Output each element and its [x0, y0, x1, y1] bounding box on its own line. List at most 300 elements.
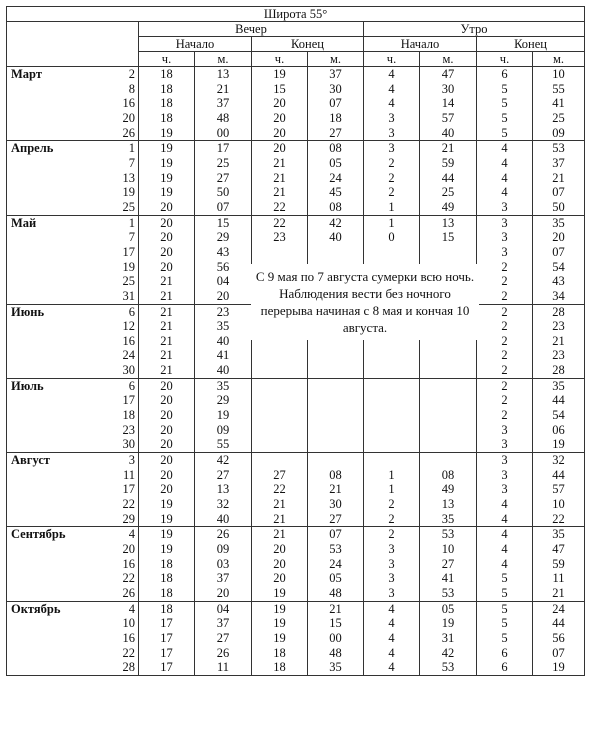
month-cell-empty	[7, 542, 79, 557]
value-cell: 13	[195, 482, 252, 497]
value-cell: 19	[420, 616, 477, 631]
month-cell-empty	[7, 319, 79, 334]
value-cell: 3	[477, 468, 533, 483]
value-cell: 35	[195, 319, 252, 334]
value-cell	[420, 393, 477, 408]
month-cell-empty	[7, 482, 79, 497]
value-cell: 00	[308, 631, 364, 646]
value-cell: 44	[533, 468, 585, 483]
value-cell: 35	[533, 527, 585, 542]
value-cell: 28	[533, 304, 585, 319]
value-cell: 53	[420, 660, 477, 675]
value-cell: 19	[252, 601, 308, 616]
value-cell: 4	[364, 601, 420, 616]
day-cell: 26	[79, 126, 139, 141]
value-cell: 19	[252, 631, 308, 646]
value-cell: 48	[308, 646, 364, 661]
value-cell	[308, 363, 364, 378]
value-cell: 20	[195, 289, 252, 304]
value-cell: 4	[477, 185, 533, 200]
value-cell: 55	[195, 437, 252, 452]
month-name: Октябрь	[7, 601, 79, 616]
value-cell: 1	[364, 468, 420, 483]
value-cell: 4	[477, 527, 533, 542]
day-cell: 28	[79, 660, 139, 675]
month-cell-empty	[7, 571, 79, 586]
value-cell: 2	[364, 497, 420, 512]
value-cell: 49	[420, 200, 477, 215]
value-cell	[252, 348, 308, 363]
value-cell	[420, 378, 477, 393]
value-cell: 18	[139, 67, 195, 82]
table-row	[7, 408, 585, 423]
value-cell: 32	[195, 497, 252, 512]
value-cell: 3	[477, 200, 533, 215]
value-cell: 2	[477, 289, 533, 304]
day-cell: 29	[79, 512, 139, 527]
month-name: Июнь	[7, 304, 79, 319]
value-cell: 17	[139, 631, 195, 646]
value-cell: 5	[477, 601, 533, 616]
table-row	[7, 245, 585, 260]
header-morning: Утро	[364, 22, 585, 37]
value-cell: 2	[477, 408, 533, 423]
value-cell: 48	[308, 586, 364, 601]
value-cell: 19	[139, 156, 195, 171]
value-cell: 29	[195, 230, 252, 245]
value-cell: 10	[420, 542, 477, 557]
value-cell	[252, 437, 308, 452]
value-cell: 54	[533, 260, 585, 275]
value-cell: 5	[477, 631, 533, 646]
value-cell: 21	[139, 363, 195, 378]
unit-hours: ч.	[364, 52, 420, 67]
value-cell	[420, 363, 477, 378]
day-cell: 17	[79, 482, 139, 497]
value-cell: 41	[533, 96, 585, 111]
value-cell: 43	[195, 245, 252, 260]
value-cell: 18	[308, 111, 364, 126]
month-cell-empty	[7, 393, 79, 408]
value-cell: 21	[139, 319, 195, 334]
value-cell: 11	[195, 660, 252, 675]
day-cell: 7	[79, 230, 139, 245]
value-cell: 2	[364, 527, 420, 542]
value-cell: 2	[477, 274, 533, 289]
value-cell: 21	[252, 171, 308, 186]
value-cell: 22	[533, 512, 585, 527]
month-name: Март	[7, 67, 79, 82]
value-cell: 09	[195, 423, 252, 438]
day-cell: 23	[79, 423, 139, 438]
value-cell: 22	[252, 482, 308, 497]
value-cell: 30	[308, 82, 364, 97]
value-cell: 18	[139, 557, 195, 572]
day-cell: 16	[79, 334, 139, 349]
value-cell	[364, 245, 420, 260]
value-cell: 57	[420, 111, 477, 126]
value-cell: 32	[533, 453, 585, 468]
day-cell: 22	[79, 497, 139, 512]
table-row	[7, 482, 585, 497]
value-cell	[364, 423, 420, 438]
value-cell: 21	[308, 601, 364, 616]
value-cell: 47	[420, 67, 477, 82]
value-cell	[252, 423, 308, 438]
table-row	[7, 141, 585, 156]
value-cell: 19	[139, 185, 195, 200]
white-nights-note: С 9 мая по 7 августа сумерки всю ночь. Наблюдения вести без ночного перерыва начиная с 8 мая и кончая 10 августа.	[251, 264, 479, 340]
month-cell-empty	[7, 96, 79, 111]
value-cell: 3	[364, 111, 420, 126]
value-cell: 3	[477, 423, 533, 438]
value-cell: 0	[364, 230, 420, 245]
value-cell: 19	[139, 141, 195, 156]
value-cell: 5	[477, 571, 533, 586]
value-cell	[308, 378, 364, 393]
value-cell: 54	[533, 408, 585, 423]
day-cell: 2	[79, 67, 139, 82]
value-cell: 20	[252, 111, 308, 126]
month-cell-empty	[7, 616, 79, 631]
value-cell: 07	[308, 527, 364, 542]
value-cell: 59	[533, 557, 585, 572]
value-cell: 57	[533, 482, 585, 497]
value-cell: 27	[308, 126, 364, 141]
value-cell: 25	[420, 185, 477, 200]
value-cell: 20	[139, 437, 195, 452]
value-cell: 20	[195, 586, 252, 601]
value-cell: 4	[364, 616, 420, 631]
value-cell: 09	[195, 542, 252, 557]
value-cell: 05	[308, 571, 364, 586]
value-cell: 19	[139, 512, 195, 527]
day-cell: 13	[79, 171, 139, 186]
value-cell	[308, 437, 364, 452]
value-cell	[364, 393, 420, 408]
value-cell: 4	[477, 497, 533, 512]
table-row	[7, 363, 585, 378]
day-cell: 25	[79, 200, 139, 215]
value-cell: 18	[139, 601, 195, 616]
value-cell: 56	[533, 631, 585, 646]
value-cell: 15	[252, 82, 308, 97]
table-row	[7, 453, 585, 468]
value-cell: 42	[420, 646, 477, 661]
value-cell: 37	[195, 96, 252, 111]
value-cell: 2	[477, 348, 533, 363]
value-cell	[364, 348, 420, 363]
value-cell: 28	[533, 363, 585, 378]
value-cell: 20	[139, 378, 195, 393]
day-cell: 19	[79, 185, 139, 200]
value-cell: 14	[420, 96, 477, 111]
value-cell	[308, 348, 364, 363]
value-cell: 07	[308, 96, 364, 111]
table-row	[7, 171, 585, 186]
value-cell: 25	[195, 156, 252, 171]
value-cell: 21	[308, 482, 364, 497]
value-cell: 21	[420, 141, 477, 156]
value-cell: 20	[533, 230, 585, 245]
value-cell: 21	[139, 348, 195, 363]
day-cell: 17	[79, 393, 139, 408]
value-cell: 08	[308, 141, 364, 156]
value-cell: 21	[139, 289, 195, 304]
value-cell: 1	[364, 215, 420, 230]
value-cell	[420, 437, 477, 452]
table-row	[7, 215, 585, 230]
value-cell: 56	[195, 260, 252, 275]
value-cell: 4	[364, 82, 420, 97]
value-cell	[420, 348, 477, 363]
value-cell: 27	[195, 468, 252, 483]
table-row	[7, 378, 585, 393]
month-cell-empty	[7, 185, 79, 200]
value-cell: 20	[252, 96, 308, 111]
month-cell-empty	[7, 586, 79, 601]
month-cell-empty	[7, 631, 79, 646]
twilight-table	[6, 6, 585, 676]
table-row	[7, 571, 585, 586]
value-cell: 50	[533, 200, 585, 215]
table-row	[7, 616, 585, 631]
value-cell	[364, 408, 420, 423]
value-cell: 34	[533, 289, 585, 304]
value-cell: 17	[139, 646, 195, 661]
value-cell	[252, 393, 308, 408]
day-cell: 19	[79, 260, 139, 275]
day-cell: 18	[79, 408, 139, 423]
table-row	[7, 497, 585, 512]
value-cell: 08	[420, 468, 477, 483]
value-cell: 24	[533, 601, 585, 616]
value-cell: 2	[477, 393, 533, 408]
day-cell: 20	[79, 542, 139, 557]
value-cell: 3	[364, 141, 420, 156]
value-cell: 07	[533, 245, 585, 260]
value-cell: 2	[477, 260, 533, 275]
value-cell: 4	[477, 171, 533, 186]
value-cell: 37	[533, 156, 585, 171]
value-cell: 24	[308, 171, 364, 186]
value-cell: 31	[420, 631, 477, 646]
value-cell: 23	[533, 319, 585, 334]
value-cell: 21	[533, 586, 585, 601]
value-cell: 18	[139, 111, 195, 126]
value-cell: 15	[420, 230, 477, 245]
month-cell-empty	[7, 245, 79, 260]
value-cell: 30	[308, 497, 364, 512]
value-cell: 49	[420, 482, 477, 497]
month-cell-empty	[7, 289, 79, 304]
month-cell-empty	[7, 512, 79, 527]
value-cell: 05	[420, 601, 477, 616]
value-cell: 21	[533, 171, 585, 186]
value-cell: 50	[195, 185, 252, 200]
month-name: Сентябрь	[7, 527, 79, 542]
day-cell: 26	[79, 586, 139, 601]
value-cell: 20	[139, 468, 195, 483]
month-name: Июль	[7, 378, 79, 393]
value-cell: 03	[195, 557, 252, 572]
day-cell: 3	[79, 453, 139, 468]
value-cell: 44	[533, 616, 585, 631]
table-row	[7, 111, 585, 126]
value-cell: 2	[364, 156, 420, 171]
value-cell: 21	[195, 82, 252, 97]
month-cell-empty	[7, 660, 79, 675]
value-cell: 19	[252, 616, 308, 631]
value-cell: 19	[139, 126, 195, 141]
month-name: Апрель	[7, 141, 79, 156]
value-cell: 2	[477, 334, 533, 349]
day-cell: 16	[79, 96, 139, 111]
value-cell: 53	[420, 527, 477, 542]
value-cell: 19	[533, 437, 585, 452]
day-cell: 4	[79, 601, 139, 616]
value-cell: 20	[139, 260, 195, 275]
value-cell: 45	[308, 185, 364, 200]
value-cell: 19	[252, 586, 308, 601]
table-row	[7, 468, 585, 483]
value-cell: 41	[195, 348, 252, 363]
value-cell: 18	[252, 660, 308, 675]
month-cell-empty	[7, 646, 79, 661]
value-cell: 21	[139, 334, 195, 349]
value-cell: 17	[195, 141, 252, 156]
value-cell: 05	[308, 156, 364, 171]
value-cell: 5	[477, 82, 533, 97]
value-cell: 04	[195, 601, 252, 616]
table-row	[7, 512, 585, 527]
day-cell: 11	[79, 468, 139, 483]
value-cell: 26	[195, 527, 252, 542]
month-cell-empty	[7, 126, 79, 141]
value-cell: 29	[195, 393, 252, 408]
value-cell: 5	[477, 96, 533, 111]
value-cell: 37	[308, 67, 364, 82]
value-cell: 40	[308, 230, 364, 245]
value-cell: 2	[477, 363, 533, 378]
value-cell: 13	[420, 215, 477, 230]
table-row	[7, 601, 585, 616]
value-cell: 18	[139, 571, 195, 586]
header-row-latitude	[7, 7, 585, 22]
value-cell: 40	[195, 334, 252, 349]
table-row	[7, 156, 585, 171]
twilight-table-container	[6, 6, 584, 734]
month-name: Май	[7, 215, 79, 230]
value-cell: 59	[420, 156, 477, 171]
value-cell: 21	[139, 274, 195, 289]
header-evening-start: Начало	[139, 37, 252, 52]
day-cell: 16	[79, 631, 139, 646]
value-cell: 4	[477, 512, 533, 527]
value-cell: 2	[364, 171, 420, 186]
unit-minutes: м.	[308, 52, 364, 67]
value-cell: 2	[477, 304, 533, 319]
month-cell-empty	[7, 260, 79, 275]
value-cell: 20	[139, 215, 195, 230]
value-cell	[364, 363, 420, 378]
value-cell: 20	[139, 423, 195, 438]
day-cell: 7	[79, 156, 139, 171]
table-row	[7, 631, 585, 646]
table-row	[7, 393, 585, 408]
value-cell	[364, 453, 420, 468]
day-cell: 20	[79, 111, 139, 126]
header-evening: Вечер	[139, 22, 364, 37]
value-cell: 3	[364, 571, 420, 586]
value-cell: 43	[533, 274, 585, 289]
value-cell: 35	[533, 378, 585, 393]
value-cell: 48	[195, 111, 252, 126]
value-cell: 21	[252, 156, 308, 171]
value-cell: 19	[195, 408, 252, 423]
day-cell: 22	[79, 571, 139, 586]
day-cell: 17	[79, 245, 139, 260]
unit-minutes: м.	[420, 52, 477, 67]
value-cell: 08	[308, 200, 364, 215]
value-cell: 18	[252, 646, 308, 661]
value-cell: 24	[308, 557, 364, 572]
table-row	[7, 96, 585, 111]
value-cell: 27	[308, 512, 364, 527]
value-cell: 3	[477, 437, 533, 452]
value-cell: 42	[308, 215, 364, 230]
value-cell: 3	[477, 245, 533, 260]
month-cell-empty	[7, 230, 79, 245]
value-cell	[308, 408, 364, 423]
value-cell: 20	[139, 408, 195, 423]
value-cell: 5	[477, 586, 533, 601]
value-cell: 3	[477, 215, 533, 230]
value-cell: 21	[533, 334, 585, 349]
value-cell: 20	[139, 245, 195, 260]
value-cell: 27	[252, 468, 308, 483]
month-cell-empty	[7, 437, 79, 452]
value-cell: 00	[195, 126, 252, 141]
table-row	[7, 82, 585, 97]
value-cell: 4	[364, 631, 420, 646]
value-cell: 2	[477, 319, 533, 334]
value-cell: 44	[533, 393, 585, 408]
value-cell: 5	[477, 616, 533, 631]
value-cell	[420, 408, 477, 423]
month-cell-empty	[7, 423, 79, 438]
value-cell: 4	[364, 67, 420, 82]
day-cell: 24	[79, 348, 139, 363]
value-cell: 19	[139, 527, 195, 542]
day-cell: 1	[79, 141, 139, 156]
value-cell: 20	[139, 453, 195, 468]
value-cell: 6	[477, 646, 533, 661]
table-row	[7, 557, 585, 572]
value-cell: 23	[195, 304, 252, 319]
unit-minutes: м.	[195, 52, 252, 67]
month-cell-empty	[7, 334, 79, 349]
value-cell: 47	[533, 542, 585, 557]
value-cell: 3	[364, 126, 420, 141]
value-cell: 35	[308, 660, 364, 675]
value-cell: 20	[139, 230, 195, 245]
value-cell: 15	[195, 215, 252, 230]
value-cell: 23	[252, 230, 308, 245]
value-cell: 17	[139, 616, 195, 631]
table-row	[7, 126, 585, 141]
value-cell: 19	[139, 171, 195, 186]
